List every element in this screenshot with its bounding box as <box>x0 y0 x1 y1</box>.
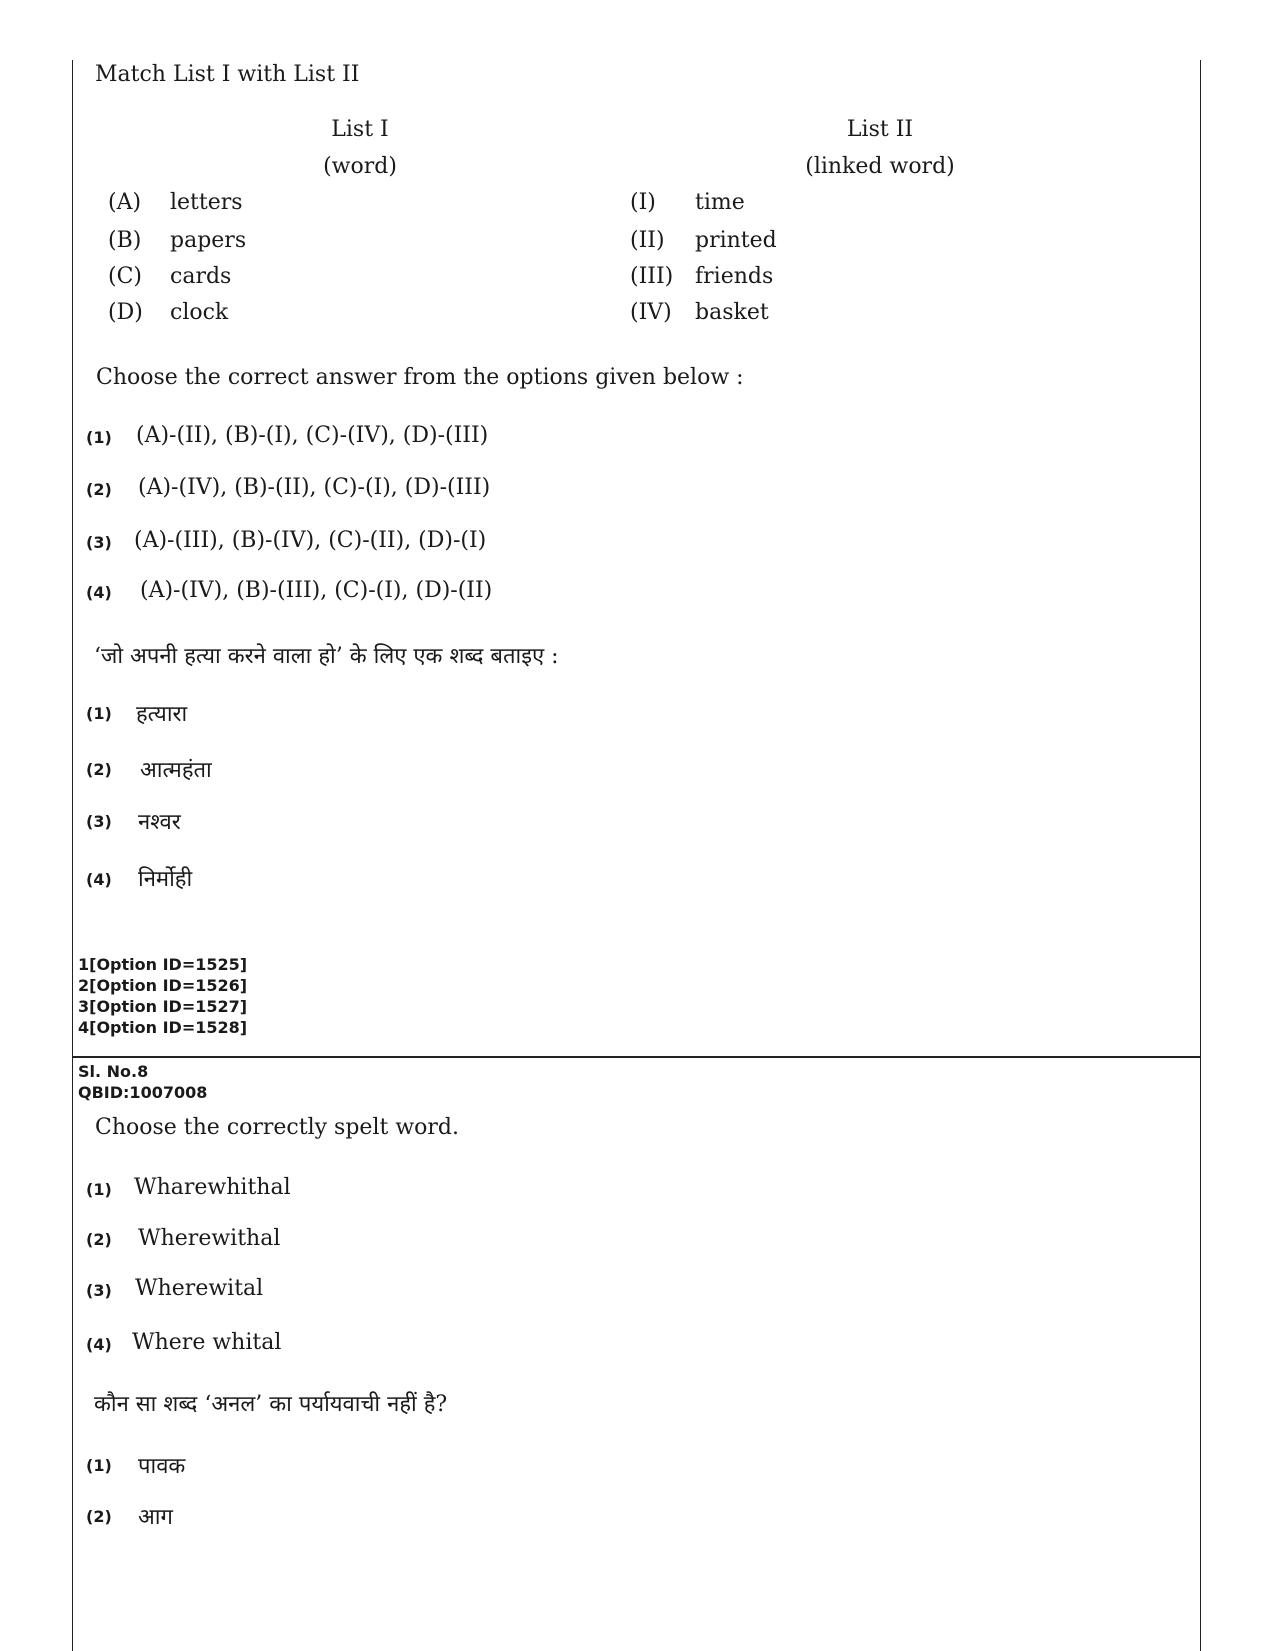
answer-prompt: Choose the correct answer from the options given below : <box>96 365 744 390</box>
list1-key: (A) <box>108 190 142 215</box>
hindi-question-stem: कौन सा शब्द ‘अनल’ का पर्यायवाची नहीं है? <box>94 1392 448 1417</box>
list2-word: basket <box>695 300 769 325</box>
option-number: (4) <box>86 583 112 602</box>
option-number: (2) <box>86 760 112 779</box>
list1-key: (B) <box>108 228 142 253</box>
question-stem: Choose the correctly spelt word. <box>95 1115 459 1140</box>
serial-number: Sl. No.8 <box>78 1062 149 1081</box>
list2-key: (III) <box>630 264 674 289</box>
list2-word: time <box>695 190 745 215</box>
list1-word: clock <box>170 300 229 325</box>
option-id: 3[Option ID=1527] <box>78 997 248 1016</box>
hindi-question-stem: ‘जो अपनी हत्या करने वाला हो’ के लिए एक शब्द बताइए : <box>94 644 559 669</box>
list1-word: cards <box>170 264 232 289</box>
question-header <box>78 1061 207 1103</box>
option-number: (2) <box>86 1230 112 1249</box>
hindi-option-text: हत्यारा <box>136 702 188 727</box>
option-number: (1) <box>86 1180 112 1199</box>
option-number: (3) <box>86 1281 112 1300</box>
option-text: (A)-(IV), (B)-(III), (C)-(I), (D)-(II) <box>140 578 493 603</box>
list1-key: (D) <box>108 300 143 325</box>
list1-word: letters <box>170 190 243 215</box>
option-number: (1) <box>86 428 112 447</box>
hindi-option-text: नश्वर <box>138 810 181 835</box>
option-number: (4) <box>86 870 112 889</box>
list1-word: papers <box>170 228 247 253</box>
option-text: Wherewithal <box>138 1226 281 1251</box>
list1-subtitle: (word) <box>323 154 397 179</box>
list2-key: (IV) <box>630 300 672 325</box>
list1-key: (C) <box>108 264 142 289</box>
option-text: (A)-(IV), (B)-(II), (C)-(I), (D)-(III) <box>138 475 491 500</box>
list2-word: printed <box>695 228 777 253</box>
list2-key: (II) <box>630 228 665 253</box>
hindi-option-text: आग <box>138 1505 173 1530</box>
hindi-option-text: निर्मोही <box>138 867 193 892</box>
option-id: 1[Option ID=1525] <box>78 955 248 974</box>
option-text: Where whital <box>132 1330 282 1355</box>
list2-title: List II <box>846 117 914 142</box>
option-id: 2[Option ID=1526] <box>78 976 248 995</box>
option-id: 4[Option ID=1528] <box>78 1018 248 1037</box>
list2-key: (I) <box>630 190 656 215</box>
question-bank-id: QBID:1007008 <box>78 1083 208 1102</box>
hindi-option-text: पावक <box>138 1454 186 1479</box>
question-divider <box>72 1056 1201 1058</box>
option-text: Wharewhithal <box>134 1175 291 1200</box>
page-border-right <box>1200 60 1201 1651</box>
option-number: (2) <box>86 1507 112 1526</box>
option-number: (1) <box>86 704 112 723</box>
option-number: (1) <box>86 1456 112 1475</box>
option-number: (2) <box>86 480 112 499</box>
page-border-left <box>72 60 73 1651</box>
list2-subtitle: (linked word) <box>805 154 955 179</box>
option-number: (4) <box>86 1335 112 1354</box>
list1-title: List I <box>331 117 389 142</box>
option-text: (A)-(II), (B)-(I), (C)-(IV), (D)-(III) <box>136 423 489 448</box>
question-stem: Match List I with List II <box>95 62 360 87</box>
option-id-list <box>78 954 247 1038</box>
option-number: (3) <box>86 812 112 831</box>
hindi-option-text: आत्महंता <box>140 758 212 783</box>
option-text: (A)-(III), (B)-(IV), (C)-(II), (D)-(I) <box>134 528 487 553</box>
option-text: Wherewital <box>135 1276 264 1301</box>
option-number: (3) <box>86 533 112 552</box>
list2-word: friends <box>695 264 774 289</box>
